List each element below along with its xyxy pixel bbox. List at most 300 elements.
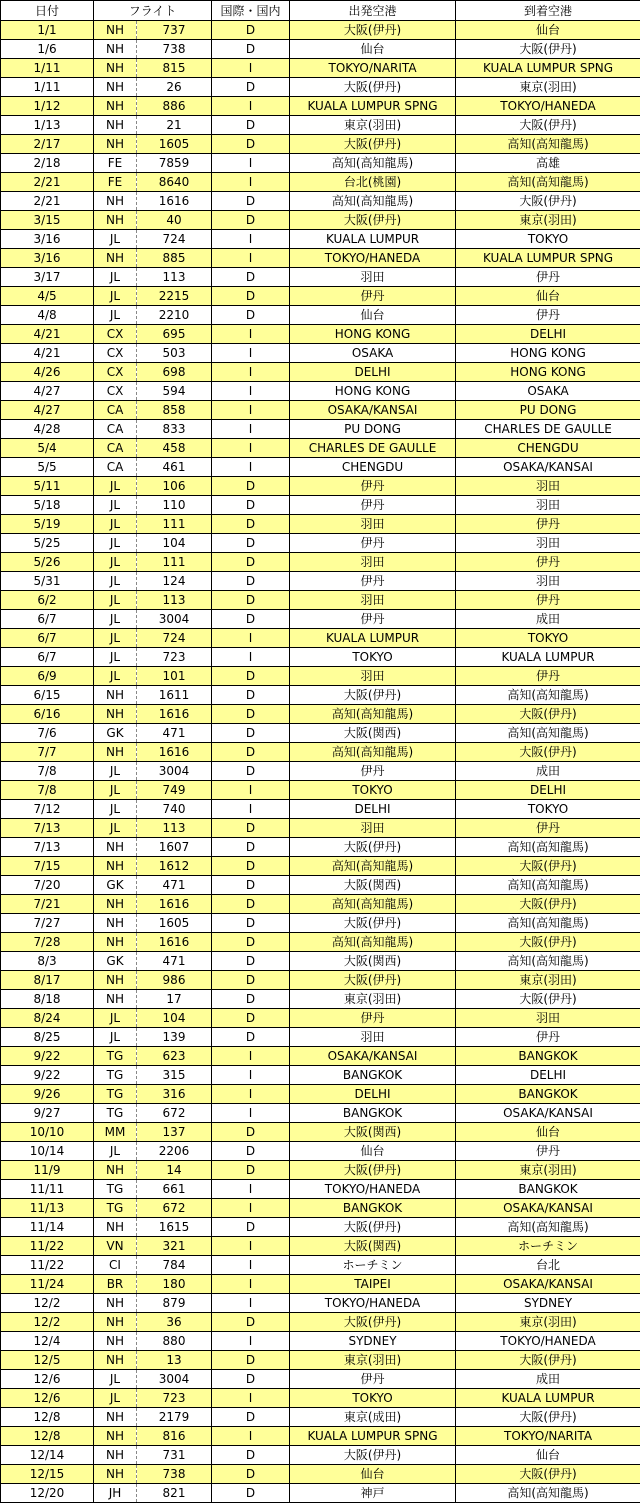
flight-number-cell: 21 xyxy=(137,116,212,135)
table-row xyxy=(1,306,640,325)
table-row xyxy=(1,838,640,857)
arrival-cell: OSAKA/KANSAI xyxy=(456,458,640,477)
airline-cell: JL xyxy=(94,591,137,610)
airline-cell: CA xyxy=(94,420,137,439)
departure-cell: TAIPEI xyxy=(290,1275,456,1294)
airline-cell: JL xyxy=(94,496,137,515)
departure-cell: 大阪(関西) xyxy=(290,1237,456,1256)
table-row xyxy=(1,1237,640,1256)
flight-number-cell: 2206 xyxy=(137,1142,212,1161)
flight-number-cell: 1616 xyxy=(137,895,212,914)
date-cell: 8/17 xyxy=(1,971,94,990)
flight-number-cell: 886 xyxy=(137,97,212,116)
flight-number-cell: 471 xyxy=(137,876,212,895)
arrival-cell: 成田 xyxy=(456,610,640,629)
date-cell: 7/12 xyxy=(1,800,94,819)
airline-cell: NH xyxy=(94,914,137,933)
departure-cell: 伊丹 xyxy=(290,534,456,553)
type-cell: I xyxy=(212,401,290,420)
departure-cell: 伊丹 xyxy=(290,477,456,496)
table-row xyxy=(1,610,640,629)
type-cell: D xyxy=(212,762,290,781)
date-cell: 7/21 xyxy=(1,895,94,914)
arrival-cell: 大阪(伊丹) xyxy=(456,857,640,876)
arrival-cell: 伊丹 xyxy=(456,591,640,610)
type-cell: D xyxy=(212,477,290,496)
date-cell: 5/25 xyxy=(1,534,94,553)
departure-cell: 大阪(伊丹) xyxy=(290,211,456,230)
type-cell: D xyxy=(212,1123,290,1142)
table-row xyxy=(1,743,640,762)
date-cell: 6/2 xyxy=(1,591,94,610)
flight-number-cell: 124 xyxy=(137,572,212,591)
type-cell: I xyxy=(212,1275,290,1294)
airline-cell: TG xyxy=(94,1199,137,1218)
date-cell: 7/13 xyxy=(1,819,94,838)
airline-cell: NH xyxy=(94,1294,137,1313)
arrival-cell: 羽田 xyxy=(456,534,640,553)
airline-cell: CX xyxy=(94,363,137,382)
airline-cell: MM xyxy=(94,1123,137,1142)
type-cell: D xyxy=(212,1218,290,1237)
arrival-cell: 伊丹 xyxy=(456,667,640,686)
date-cell: 8/25 xyxy=(1,1028,94,1047)
departure-cell: HONG KONG xyxy=(290,325,456,344)
arrival-cell: KUALA LUMPUR SPNG xyxy=(456,249,640,268)
arrival-cell: 伊丹 xyxy=(456,268,640,287)
table-row xyxy=(1,1009,640,1028)
table-row xyxy=(1,439,640,458)
type-cell: D xyxy=(212,914,290,933)
flight-number-cell: 815 xyxy=(137,59,212,78)
table-row xyxy=(1,705,640,724)
departure-cell: 大阪(伊丹) xyxy=(290,135,456,154)
departure-cell: 仙台 xyxy=(290,306,456,325)
type-cell: I xyxy=(212,1237,290,1256)
flight-number-cell: 17 xyxy=(137,990,212,1009)
arrival-cell: 成田 xyxy=(456,1370,640,1389)
airline-cell: BR xyxy=(94,1275,137,1294)
flight-number-cell: 749 xyxy=(137,781,212,800)
table-row xyxy=(1,78,640,97)
arrival-cell: 高知(高知龍馬) xyxy=(456,952,640,971)
flight-number-cell: 2179 xyxy=(137,1408,212,1427)
departure-cell: 東京(羽田) xyxy=(290,116,456,135)
table-row xyxy=(1,1161,640,1180)
departure-cell: TOKYO/HANEDA xyxy=(290,1180,456,1199)
flight-number-cell: 731 xyxy=(137,1446,212,1465)
type-cell: D xyxy=(212,268,290,287)
departure-cell: OSAKA xyxy=(290,344,456,363)
table-row xyxy=(1,1427,640,1446)
date-cell: 9/22 xyxy=(1,1066,94,1085)
departure-cell: 大阪(関西) xyxy=(290,952,456,971)
flight-number-cell: 1607 xyxy=(137,838,212,857)
table-row xyxy=(1,648,640,667)
flight-number-cell: 26 xyxy=(137,78,212,97)
airline-cell: GK xyxy=(94,876,137,895)
date-cell: 11/9 xyxy=(1,1161,94,1180)
type-cell: I xyxy=(212,439,290,458)
airline-cell: JL xyxy=(94,781,137,800)
airline-cell: CI xyxy=(94,1256,137,1275)
departure-cell: ホーチミン xyxy=(290,1256,456,1275)
date-cell: 11/14 xyxy=(1,1218,94,1237)
departure-cell: TOKYO xyxy=(290,781,456,800)
table-row xyxy=(1,154,640,173)
date-cell: 2/18 xyxy=(1,154,94,173)
arrival-cell: 羽田 xyxy=(456,496,640,515)
date-cell: 12/4 xyxy=(1,1332,94,1351)
flight-number-cell: 879 xyxy=(137,1294,212,1313)
table-row xyxy=(1,1256,640,1275)
arrival-cell: 羽田 xyxy=(456,572,640,591)
departure-cell: 大阪(関西) xyxy=(290,1123,456,1142)
airline-cell: CA xyxy=(94,458,137,477)
departure-cell: CHARLES DE GAULLE xyxy=(290,439,456,458)
arrival-cell: TOKYO xyxy=(456,230,640,249)
departure-cell: 羽田 xyxy=(290,591,456,610)
table-row xyxy=(1,1389,640,1408)
flight-number-cell: 101 xyxy=(137,667,212,686)
date-cell: 1/1 xyxy=(1,21,94,40)
arrival-cell: 高知(高知龍馬) xyxy=(456,876,640,895)
table-row xyxy=(1,192,640,211)
airline-cell: NH xyxy=(94,857,137,876)
departure-cell: 高知(高知龍馬) xyxy=(290,705,456,724)
table-row xyxy=(1,287,640,306)
arrival-cell: 伊丹 xyxy=(456,515,640,534)
airline-cell: JL xyxy=(94,515,137,534)
airline-cell: TG xyxy=(94,1085,137,1104)
date-cell: 5/18 xyxy=(1,496,94,515)
date-cell: 6/7 xyxy=(1,610,94,629)
airline-cell: NH xyxy=(94,78,137,97)
date-cell: 11/22 xyxy=(1,1237,94,1256)
type-cell: D xyxy=(212,1009,290,1028)
flight-number-cell: 738 xyxy=(137,1465,212,1484)
arrival-cell: 大阪(伊丹) xyxy=(456,933,640,952)
table-row xyxy=(1,458,640,477)
airline-cell: NH xyxy=(94,1332,137,1351)
type-cell: D xyxy=(212,21,290,40)
departure-cell: HONG KONG xyxy=(290,382,456,401)
type-cell: I xyxy=(212,97,290,116)
departure-cell: KUALA LUMPUR SPNG xyxy=(290,1427,456,1446)
departure-cell: DELHI xyxy=(290,1085,456,1104)
type-cell: D xyxy=(212,553,290,572)
table-row xyxy=(1,1085,640,1104)
header-row xyxy=(1,1,640,21)
departure-cell: 神戸 xyxy=(290,1484,456,1503)
type-cell: D xyxy=(212,819,290,838)
airline-cell: CX xyxy=(94,325,137,344)
departure-cell: BANGKOK xyxy=(290,1104,456,1123)
departure-cell: 仙台 xyxy=(290,40,456,59)
departure-cell: 大阪(伊丹) xyxy=(290,1313,456,1332)
flight-number-cell: 106 xyxy=(137,477,212,496)
flight-number-cell: 461 xyxy=(137,458,212,477)
date-cell: 11/11 xyxy=(1,1180,94,1199)
airline-cell: JL xyxy=(94,648,137,667)
date-cell: 12/20 xyxy=(1,1484,94,1503)
airline-cell: JL xyxy=(94,762,137,781)
date-cell: 4/5 xyxy=(1,287,94,306)
arrival-cell: TOKYO xyxy=(456,800,640,819)
flight-number-cell: 13 xyxy=(137,1351,212,1370)
type-cell: I xyxy=(212,420,290,439)
header-flight: フライト xyxy=(94,1,212,21)
departure-cell: SYDNEY xyxy=(290,1332,456,1351)
date-cell: 4/21 xyxy=(1,344,94,363)
type-cell: D xyxy=(212,667,290,686)
departure-cell: 羽田 xyxy=(290,1028,456,1047)
flight-number-cell: 885 xyxy=(137,249,212,268)
date-cell: 1/13 xyxy=(1,116,94,135)
arrival-cell: 伊丹 xyxy=(456,1028,640,1047)
date-cell: 4/8 xyxy=(1,306,94,325)
arrival-cell: 大阪(伊丹) xyxy=(456,895,640,914)
arrival-cell: 大阪(伊丹) xyxy=(456,1408,640,1427)
type-cell: D xyxy=(212,591,290,610)
arrival-cell: 大阪(伊丹) xyxy=(456,1465,640,1484)
flight-number-cell: 738 xyxy=(137,40,212,59)
type-cell: I xyxy=(212,1332,290,1351)
table-row xyxy=(1,572,640,591)
departure-cell: TOKYO/HANEDA xyxy=(290,249,456,268)
flight-number-cell: 104 xyxy=(137,534,212,553)
date-cell: 4/27 xyxy=(1,401,94,420)
flight-number-cell: 1605 xyxy=(137,135,212,154)
airline-cell: JL xyxy=(94,268,137,287)
airline-cell: NH xyxy=(94,192,137,211)
departure-cell: 大阪(伊丹) xyxy=(290,686,456,705)
flight-number-cell: 180 xyxy=(137,1275,212,1294)
flight-number-cell: 723 xyxy=(137,648,212,667)
flight-number-cell: 137 xyxy=(137,1123,212,1142)
date-cell: 4/28 xyxy=(1,420,94,439)
arrival-cell: 東京(羽田) xyxy=(456,78,640,97)
date-cell: 6/7 xyxy=(1,648,94,667)
departure-cell: 仙台 xyxy=(290,1465,456,1484)
flight-number-cell: 7859 xyxy=(137,154,212,173)
type-cell: D xyxy=(212,1161,290,1180)
type-cell: D xyxy=(212,116,290,135)
type-cell: D xyxy=(212,743,290,762)
type-cell: D xyxy=(212,971,290,990)
type-cell: I xyxy=(212,1199,290,1218)
departure-cell: PU DONG xyxy=(290,420,456,439)
arrival-cell: BANGKOK xyxy=(456,1047,640,1066)
arrival-cell: OSAKA/KANSAI xyxy=(456,1275,640,1294)
table-row xyxy=(1,1047,640,1066)
type-cell: D xyxy=(212,1465,290,1484)
date-cell: 10/14 xyxy=(1,1142,94,1161)
type-cell: I xyxy=(212,800,290,819)
arrival-cell: KUALA LUMPUR xyxy=(456,1389,640,1408)
arrival-cell: 東京(羽田) xyxy=(456,1161,640,1180)
date-cell: 12/15 xyxy=(1,1465,94,1484)
table-row xyxy=(1,401,640,420)
airline-cell: NH xyxy=(94,686,137,705)
flight-number-cell: 1616 xyxy=(137,933,212,952)
flight-number-cell: 821 xyxy=(137,1484,212,1503)
departure-cell: 大阪(伊丹) xyxy=(290,1161,456,1180)
header-date: 日付 xyxy=(1,1,94,21)
departure-cell: 高知(高知龍馬) xyxy=(290,743,456,762)
airline-cell: JL xyxy=(94,1142,137,1161)
date-cell: 8/18 xyxy=(1,990,94,1009)
airline-cell: JL xyxy=(94,667,137,686)
airline-cell: JL xyxy=(94,1028,137,1047)
airline-cell: JL xyxy=(94,534,137,553)
flight-number-cell: 1612 xyxy=(137,857,212,876)
departure-cell: 大阪(関西) xyxy=(290,876,456,895)
departure-cell: 高知(高知龍馬) xyxy=(290,895,456,914)
table-row xyxy=(1,591,640,610)
flight-number-cell: 740 xyxy=(137,800,212,819)
flight-number-cell: 316 xyxy=(137,1085,212,1104)
arrival-cell: 羽田 xyxy=(456,1009,640,1028)
airline-cell: JL xyxy=(94,572,137,591)
date-cell: 7/28 xyxy=(1,933,94,952)
table-row xyxy=(1,420,640,439)
arrival-cell: 高知(高知龍馬) xyxy=(456,135,640,154)
date-cell: 12/6 xyxy=(1,1389,94,1408)
type-cell: D xyxy=(212,1370,290,1389)
arrival-cell: 大阪(伊丹) xyxy=(456,743,640,762)
arrival-cell: 仙台 xyxy=(456,1123,640,1142)
arrival-cell: TOKYO/NARITA xyxy=(456,1427,640,1446)
flight-number-cell: 1605 xyxy=(137,914,212,933)
arrival-cell: 大阪(伊丹) xyxy=(456,40,640,59)
date-cell: 4/26 xyxy=(1,363,94,382)
table-row xyxy=(1,895,640,914)
type-cell: D xyxy=(212,876,290,895)
date-cell: 1/11 xyxy=(1,78,94,97)
airline-cell: JL xyxy=(94,1389,137,1408)
airline-cell: CA xyxy=(94,439,137,458)
table-row xyxy=(1,952,640,971)
table-row xyxy=(1,553,640,572)
table-row xyxy=(1,1104,640,1123)
table-row xyxy=(1,211,640,230)
table-row xyxy=(1,249,640,268)
airline-cell: CX xyxy=(94,382,137,401)
date-cell: 12/5 xyxy=(1,1351,94,1370)
airline-cell: NH xyxy=(94,895,137,914)
airline-cell: JL xyxy=(94,819,137,838)
flight-number-cell: 594 xyxy=(137,382,212,401)
airline-cell: NH xyxy=(94,743,137,762)
departure-cell: 仙台 xyxy=(290,1142,456,1161)
departure-cell: 高知(高知龍馬) xyxy=(290,154,456,173)
flight-number-cell: 1611 xyxy=(137,686,212,705)
airline-cell: FE xyxy=(94,173,137,192)
flight-number-cell: 2215 xyxy=(137,287,212,306)
flight-number-cell: 111 xyxy=(137,515,212,534)
departure-cell: 大阪(関西) xyxy=(290,724,456,743)
table-row xyxy=(1,344,640,363)
airline-cell: TG xyxy=(94,1104,137,1123)
arrival-cell: HONG KONG xyxy=(456,363,640,382)
airline-cell: GK xyxy=(94,724,137,743)
type-cell: D xyxy=(212,496,290,515)
table-row xyxy=(1,971,640,990)
arrival-cell: 高知(高知龍馬) xyxy=(456,838,640,857)
arrival-cell: 大阪(伊丹) xyxy=(456,116,640,135)
type-cell: D xyxy=(212,1313,290,1332)
date-cell: 1/12 xyxy=(1,97,94,116)
departure-cell: 伊丹 xyxy=(290,610,456,629)
departure-cell: 東京(成田) xyxy=(290,1408,456,1427)
date-cell: 7/8 xyxy=(1,762,94,781)
date-cell: 2/17 xyxy=(1,135,94,154)
departure-cell: 羽田 xyxy=(290,553,456,572)
flight-number-cell: 698 xyxy=(137,363,212,382)
arrival-cell: TOKYO/HANEDA xyxy=(456,1332,640,1351)
type-cell: I xyxy=(212,230,290,249)
arrival-cell: 伊丹 xyxy=(456,1142,640,1161)
airline-cell: JL xyxy=(94,629,137,648)
airline-cell: NH xyxy=(94,838,137,857)
departure-cell: 伊丹 xyxy=(290,762,456,781)
departure-cell: 台北(桃園) xyxy=(290,173,456,192)
type-cell: D xyxy=(212,192,290,211)
airline-cell: TG xyxy=(94,1180,137,1199)
airline-cell: JL xyxy=(94,230,137,249)
arrival-cell: 高雄 xyxy=(456,154,640,173)
flight-number-cell: 784 xyxy=(137,1256,212,1275)
type-cell: I xyxy=(212,249,290,268)
flight-number-cell: 737 xyxy=(137,21,212,40)
arrival-cell: 伊丹 xyxy=(456,819,640,838)
arrival-cell: 羽田 xyxy=(456,477,640,496)
departure-cell: 伊丹 xyxy=(290,572,456,591)
arrival-cell: 伊丹 xyxy=(456,306,640,325)
airline-cell: CX xyxy=(94,344,137,363)
arrival-cell: OSAKA/KANSAI xyxy=(456,1199,640,1218)
table-row xyxy=(1,21,640,40)
type-cell: D xyxy=(212,1028,290,1047)
table-row xyxy=(1,667,640,686)
date-cell: 9/26 xyxy=(1,1085,94,1104)
arrival-cell: HONG KONG xyxy=(456,344,640,363)
flight-number-cell: 40 xyxy=(137,211,212,230)
table-row xyxy=(1,1446,640,1465)
date-cell: 12/14 xyxy=(1,1446,94,1465)
airline-cell: NH xyxy=(94,1218,137,1237)
departure-cell: 大阪(伊丹) xyxy=(290,78,456,97)
departure-cell: 大阪(伊丹) xyxy=(290,971,456,990)
table-row xyxy=(1,800,640,819)
type-cell: I xyxy=(212,382,290,401)
date-cell: 8/3 xyxy=(1,952,94,971)
arrival-cell: TOKYO xyxy=(456,629,640,648)
date-cell: 9/22 xyxy=(1,1047,94,1066)
table-row xyxy=(1,97,640,116)
departure-cell: 伊丹 xyxy=(290,496,456,515)
date-cell: 3/16 xyxy=(1,249,94,268)
type-cell: I xyxy=(212,1180,290,1199)
airline-cell: NH xyxy=(94,1446,137,1465)
arrival-cell: DELHI xyxy=(456,781,640,800)
flight-number-cell: 113 xyxy=(137,591,212,610)
airline-cell: NH xyxy=(94,1351,137,1370)
date-cell: 9/27 xyxy=(1,1104,94,1123)
type-cell: D xyxy=(212,705,290,724)
type-cell: I xyxy=(212,781,290,800)
